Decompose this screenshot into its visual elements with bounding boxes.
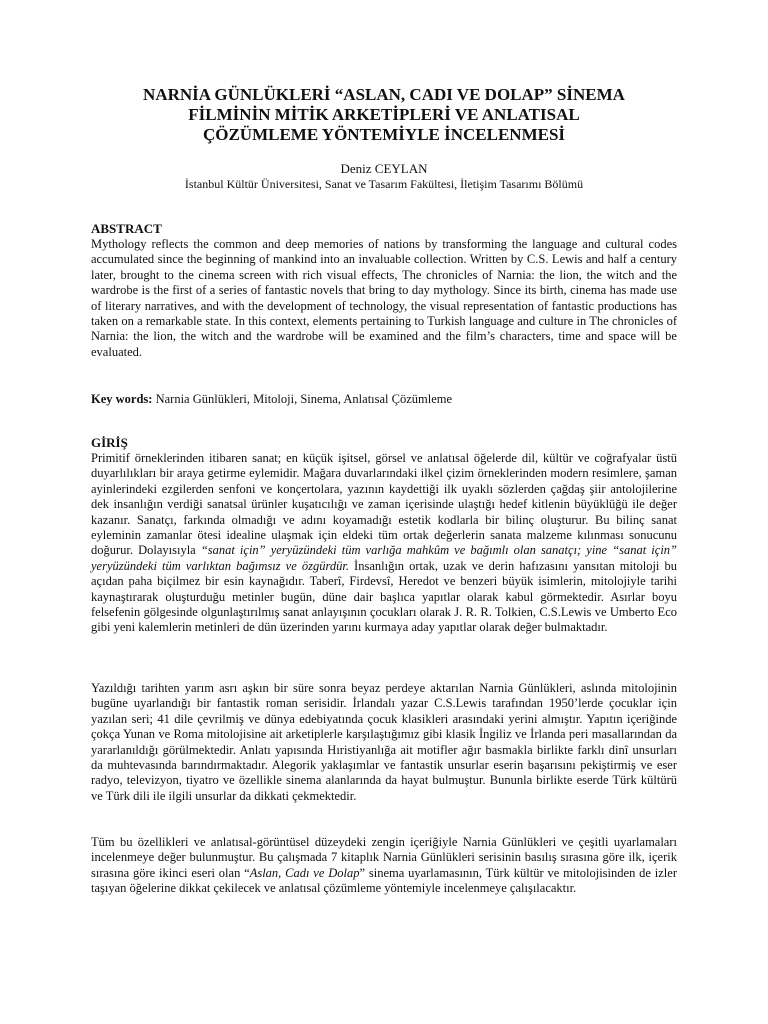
author-name: Deniz CEYLAN (340, 161, 428, 176)
title-line-3: ÇÖZÜMLEME YÖNTEMİYLE İNCELENMESİ (202, 125, 566, 144)
title-line-1: NARNİA GÜNLÜKLERİ “ASLAN, CADI VE DOLAP” SİNEMA (143, 85, 625, 104)
abstract-heading: ABSTRACT (91, 221, 162, 236)
p3-film-title: Aslan, Cadı ve Dolap (249, 865, 360, 880)
title-line-2: FİLMİNİN MİTİK ARKETİPLERİ VE ANLATISAL (188, 105, 580, 124)
author-affiliation: İstanbul Kültür Üniversitesi, Sanat ve Tasarım Fakültesi, İletişim Tasarımı Bölümü (184, 177, 584, 191)
keywords-label: Key words: (91, 392, 153, 406)
p3-text-a: Tüm bu özellikleri ve anlatısal-görüntüsel düzeydeki zengin içeriğiyle Narnia Günlükleri ve çeşitli uyarlamaları incelenmeye değer bulunmuştur. Bu çalışmada 7 kitaplık Narnia Günlükleri serisinin basılış sırasına göre ilk, içerik sırasına göre ikinci eseri olan “ (91, 835, 677, 880)
abstract-text: Mythology reflects the common and deep memories of nations by transforming the language and cultural codes accumulated since the beginning of mankind into an invaluable collection. Written by C.S. Lewis and half a century later, brought to the cinema screen with rich visual effects, The chronicles of Narnia: the lion, the witch and the wardrobe is the first of a series of fantastic novels that bring to day mythology. Since its birth, cinema has made use of literary narratives, and with the development of technology, the visual representation of fantastic productions has taken on a remarkable state. In this context, elements pertaining to Turkish language and culture in The chronicles of Narnia: the lion, the witch and the wardrobe will be examined and the film’s characters, time and space will be evaluated. (91, 237, 677, 359)
intro-paragraph-1 (91, 451, 677, 636)
intro-paragraph-2: Yazıldığı tarihten yarım asrı aşkın bir süre sonra beyaz perdeye aktarılan Narnia Günlükleri, aslında mitolojinin bugüne uyarlandığı bir fantastik roman serisidir. İrlandalı yazar C.S.Lewis tarafından 1950’lerde çocuklar için yazılan seri; 41 dile çevrilmiş ve dünya edebiyatında çocuk klasikleri arasındaki yerini almıştır. Yapıtın içeriğinde çokça Yunan ve Roma mitolojisine ait arketiplerle karşılaştığımız gibi klasik İngiliz ve İrlanda peri masallarından da yararlanıldığı görülmektedir. Anlatı yapısında Hıristiyanlığa ait motifler ağır basmakla birlikte farklı dinî unsurları da muhtevasında barındırmaktadır. Alegorik yaklaşımlar ve fantastik unsurlar eserin başarısını pekiştirmiş ve eser radyo, televizyon, tiyatro ve özellikle sinema alanlarında da hayat bulmuştur. Bununla birlikte eserde Türk kültürü ve Türk dili ile ilgili unsurlar da dikkati çekmektedir. (91, 681, 677, 803)
paper-title (90, 85, 678, 145)
keywords-text: Narnia Günlükleri, Mitoloji, Sinema, Anlatısal Çözümleme (155, 392, 453, 406)
keywords (91, 391, 677, 407)
p1-quote: “sanat için” yeryüzündeki tüm varlığa mahkûm ve bağımlı olan sanatçı; yine “sanat için” yeryüzündeki tüm varlıktan bağımsız ve özgürdür. (91, 543, 678, 573)
intro-paragraph-3 (91, 835, 677, 897)
p1-text-a: Primitif örneklerinden itibaren sanat; en küçük işitsel, görsel ve anlatısal öğelerde dil, kültür ve coğrafyalar üstü duyarlılıkları bir araya getirme eylemidir. Mağara duvarlarındaki ilkel çizim örneklerinden modern resimlere, şaman ayinlerindeki ezgilerden senfoni ve konçertolara, yazının kaydettiği ilk uyaklı sözlerden çağdaş şiir antolojilerine dek insanlığın verdiği sanatsal ürünler kuşatıcılığı ve zaman içerisinde ulaştığı hedef kitlenin büyüklüğü ile değer kazanır. Sanatçı, farkında olmadığı ve adını koyamadığı estetik kodlarla bir bilinç oluşturur. Bu bilinç sanat eyleminin zamanlar ötesi idealine ulaşmak için eldeki tüm ortak değerlerin sanata malzeme kılınması sonucunu doğurur. Dolayısıyla (91, 451, 677, 558)
p1-text-b: İnsanlığın ortak, uzak ve derin hafızasını yansıtan mitoloji bu açıdan paha biçilmez bir esin kaynağıdır. Taberî, Firdevsî, Heredot ve benzeri büyük isimlerin, mitolojiyle tarihi kaynaştırarak oluşturduğu metinler bugün, düne dair başlıca yapıtlar olarak kabul görmektedir. Asırlar boyu felsefenin gölgesinde olgunlaştırılmış sanat anlayışının çocukları olarak J. R. R. Tolkien, C.S.Lewis ve Umberto Eco gibi yeni kalemlerin metinleri de dün üzerinden yarını kurmaya aday yapıtlar olarak değer bulmaktadır. (91, 558, 677, 635)
p3-text-b: ” sinema uyarlamasının, Türk kültür ve mitolojisinden de izler taşıyan öğelerine dikkat çekilecek ve anlatısal çözümleme yöntemiyle incelenmeye çalışılacaktır. (91, 865, 677, 896)
intro-heading: GİRİŞ (91, 435, 128, 450)
